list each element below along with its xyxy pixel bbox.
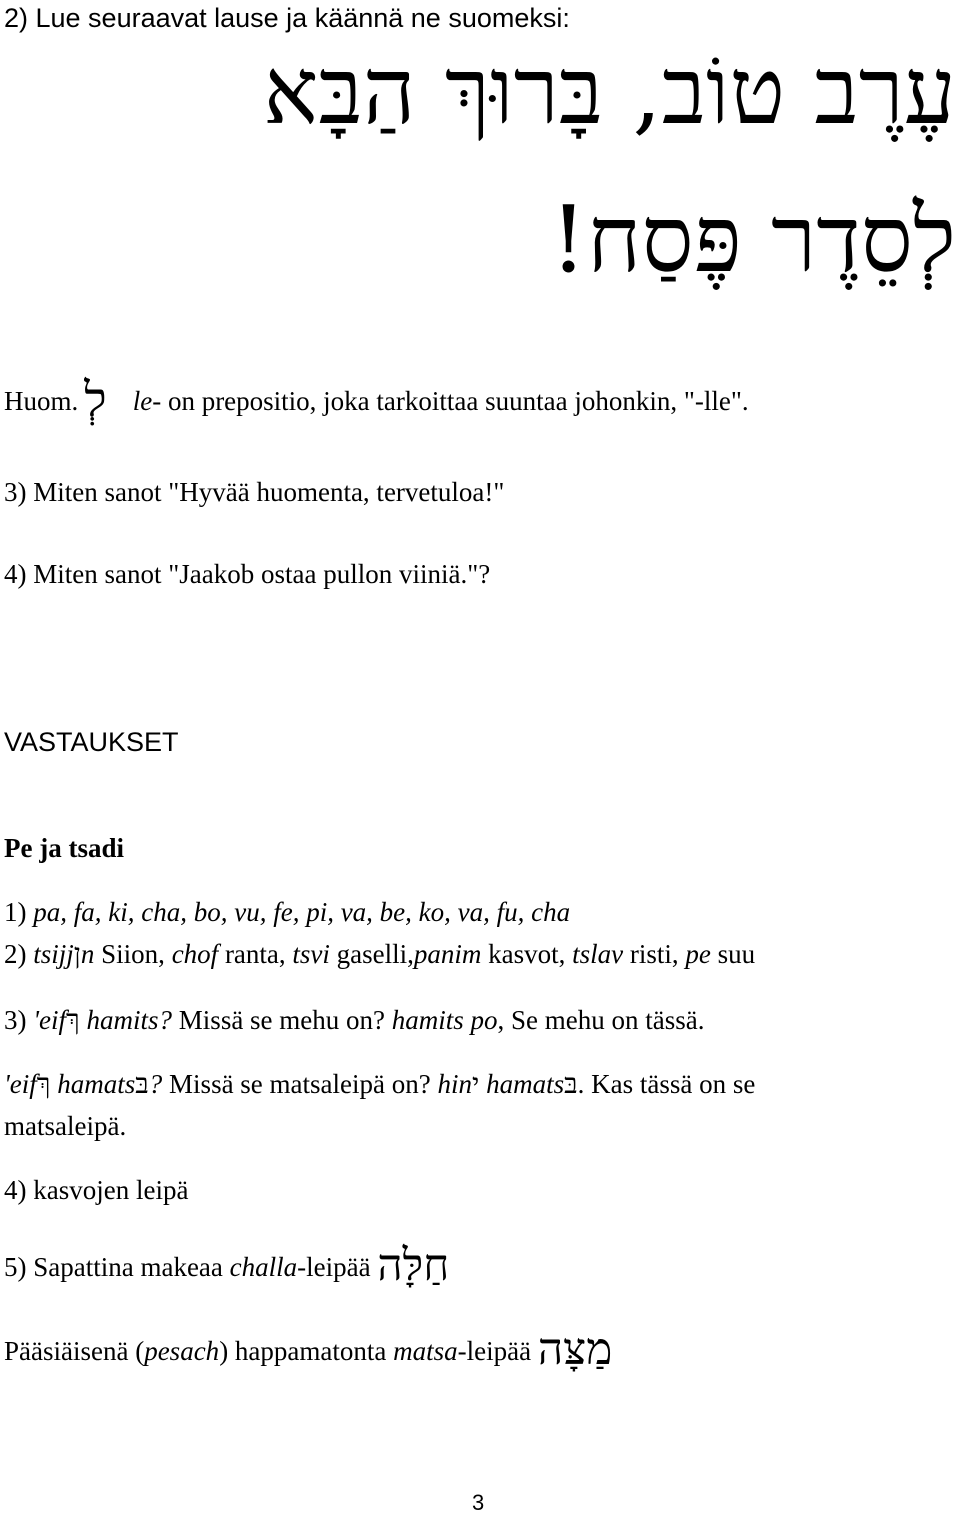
- section-title: Pe ja tsadi: [4, 833, 124, 863]
- hebrew-matsa: מַצָּה: [537, 1324, 613, 1375]
- answer-3b-continued: matsaleipä.: [4, 1111, 127, 1141]
- answer-2: 2) tsijjןn Siion, chof ranta, tsvi gaselli,panim kasvot, tslav risti, pe suu: [4, 937, 756, 970]
- exercise-2-heading: 2) Lue seuraavat lause ja käännä ne suomeksi:: [4, 3, 570, 33]
- note-term: le: [132, 386, 153, 416]
- answer-3: 3) 'eifךְ hamits? Missä se mehu on? hamits po, Se mehu on tässä.: [4, 1003, 705, 1036]
- hebrew-sentence-line-1: עֶרֶב טוֹב, בָּרוּךְ הַבָּא: [263, 38, 956, 145]
- answer-1: 1) pa, fa, ki, cha, bo, vu, fe, pi, va, be, ko, va, fu, cha: [4, 897, 571, 927]
- note-label: Huom.: [4, 386, 79, 416]
- answers-title: VASTAUKSET: [4, 727, 179, 757]
- page-number: 3: [472, 1490, 485, 1515]
- note-line: [4, 372, 749, 428]
- answer-4: 4) kasvojen leipä: [4, 1175, 189, 1205]
- exercise-3: 3) Miten sanot "Hyvää huomenta, tervetuloa!": [4, 477, 505, 507]
- answer-3b: 'eifךְ hamatsבּ? Missä se matsaleipä on? hinי hamatsבּ. Kas tässä on se: [4, 1067, 756, 1100]
- answer-5: 5) Sapattina makeaa challa-leipää חַלָּה: [4, 1240, 450, 1291]
- exercise-4: 4) Miten sanot "Jaakob ostaa pullon viiniä."?: [4, 559, 491, 589]
- hebrew-sentence-line-2: לְסֵדֶר פֶּסַח!: [549, 186, 956, 293]
- final-kaf-glyph: ךְ: [66, 1003, 80, 1036]
- hebrew-challa: חַלָּה: [377, 1240, 450, 1291]
- note-hebrew-prefix: לְ: [84, 372, 107, 428]
- note-text: - on prepositio, joka tarkoittaa suuntaa johonkin, "-lle".: [152, 386, 749, 416]
- final-nun-glyph: ן: [73, 937, 81, 970]
- answer-5b: Pääsiäisenä (pesach) happamatonta matsa-leipää מַצָּה: [4, 1324, 613, 1375]
